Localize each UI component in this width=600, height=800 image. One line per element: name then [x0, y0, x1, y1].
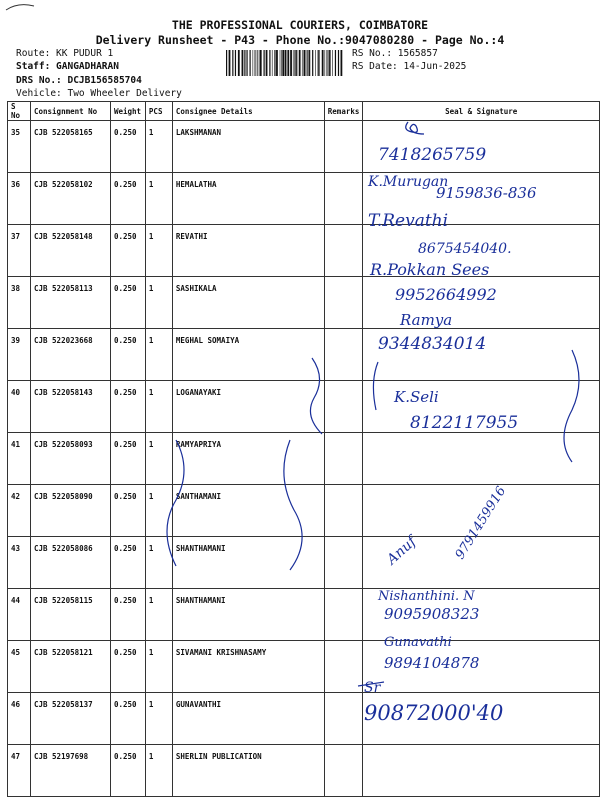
row-consignment: CJB 522058115 — [30, 589, 110, 641]
barcode-bar — [257, 50, 258, 76]
row-weight: 0.250 — [110, 225, 145, 277]
row-consignee: LAKSHMANAN — [172, 121, 324, 173]
col-consignee: Consignee Details — [172, 102, 324, 121]
table-row — [8, 121, 600, 173]
barcode-bar — [274, 50, 275, 76]
row-weight: 0.250 — [110, 121, 145, 173]
handwritten-name: K.Seli — [394, 388, 439, 406]
handwritten-phone: 7418265759 — [378, 145, 487, 165]
row-remarks — [324, 173, 363, 225]
row-signature — [363, 121, 600, 173]
barcode-bar — [306, 50, 307, 76]
table-row — [8, 329, 600, 381]
handwritten-name: Sr — [364, 680, 381, 696]
barcode-bar — [250, 50, 251, 76]
barcode-bar — [272, 50, 273, 76]
barcode-bar — [264, 50, 265, 76]
barcode-bar — [329, 50, 330, 76]
row-consignee: SASHIKALA — [172, 277, 324, 329]
barcode-bar — [285, 50, 287, 76]
handwritten-name: R.Pokkan Sees — [370, 260, 490, 279]
row-consignee: RAMYAPRIYA — [172, 433, 324, 485]
barcode-icon — [226, 50, 346, 76]
row-consignment: CJB 522058121 — [30, 641, 110, 693]
row-signature — [363, 485, 600, 537]
barcode-bar — [259, 50, 260, 76]
row-pcs: 1 — [145, 693, 172, 745]
row-remarks — [324, 745, 363, 797]
handwritten-phone: 9894104878 — [384, 654, 480, 672]
drs-label: DRS No.: DCJB156585704 — [16, 75, 142, 86]
barcode-bar — [296, 50, 297, 76]
barcode-bar — [244, 50, 245, 76]
row-signature — [363, 329, 600, 381]
row-consignment: CJB 52197698 — [30, 745, 110, 797]
row-weight: 0.250 — [110, 693, 145, 745]
barcode-bar — [312, 50, 313, 76]
barcode-bar — [235, 50, 236, 76]
barcode-bar — [293, 50, 294, 76]
row-remarks — [324, 121, 363, 173]
row-weight: 0.250 — [110, 173, 145, 225]
row-remarks — [324, 381, 363, 433]
handwritten-phone: 8122117955 — [410, 413, 519, 433]
row-signature — [363, 277, 600, 329]
barcode-bar — [325, 50, 326, 76]
row-consignment: CJB 522058113 — [30, 277, 110, 329]
col-weight: Weight — [110, 102, 145, 121]
barcode-bar — [330, 50, 331, 76]
barcode-bar — [318, 50, 319, 76]
barcode-bar — [319, 50, 320, 76]
row-remarks — [324, 277, 363, 329]
row-remarks — [324, 693, 363, 745]
page-subtitle: Delivery Runsheet - P43 - Phone No.:9047080280 - Page No.:4 — [95, 33, 505, 47]
table-row — [8, 433, 600, 485]
row-pcs: 1 — [145, 121, 172, 173]
barcode-bar — [338, 50, 339, 76]
row-weight: 0.250 — [110, 381, 145, 433]
row-signature — [363, 641, 600, 693]
row-sno: 42 — [8, 485, 31, 537]
row-consignment: CJB 522058143 — [30, 381, 110, 433]
row-pcs: 1 — [145, 225, 172, 277]
row-signature — [363, 537, 600, 589]
barcode-bar — [246, 50, 247, 76]
barcode-bar — [280, 50, 281, 76]
row-weight: 0.250 — [110, 433, 145, 485]
row-consignment: CJB 522058102 — [30, 173, 110, 225]
row-consignee: SHANTHAMANI — [172, 589, 324, 641]
row-pcs: 1 — [145, 589, 172, 641]
table-row — [8, 745, 600, 797]
row-pcs: 1 — [145, 277, 172, 329]
row-weight: 0.250 — [110, 745, 145, 797]
row-consignee: SIVAMANI KRISHNASAMY — [172, 641, 324, 693]
barcode-bar — [226, 50, 227, 76]
row-remarks — [324, 485, 363, 537]
barcode-bar — [269, 50, 270, 76]
handwritten-name: T.Revathi — [368, 211, 449, 231]
row-weight: 0.250 — [110, 589, 145, 641]
row-remarks — [324, 329, 363, 381]
handwritten-phone: 9159836-836 — [436, 184, 537, 202]
row-signature — [363, 745, 600, 797]
row-consignee: SANTHAMANI — [172, 485, 324, 537]
row-sno: 41 — [8, 433, 31, 485]
row-remarks — [324, 589, 363, 641]
row-consignee: SHANTHAMANI — [172, 537, 324, 589]
row-weight: 0.250 — [110, 277, 145, 329]
row-pcs: 1 — [145, 537, 172, 589]
table-row — [8, 537, 600, 589]
table-row — [8, 589, 600, 641]
row-signature — [363, 225, 600, 277]
row-pcs: 1 — [145, 641, 172, 693]
barcode-bar — [260, 50, 262, 76]
handwritten-phone: 9095908323 — [384, 605, 480, 623]
barcode-bar — [315, 50, 316, 76]
row-signature — [363, 381, 600, 433]
row-consignment: CJB 522058086 — [30, 537, 110, 589]
row-sno: 38 — [8, 277, 31, 329]
barcode-bar — [332, 50, 333, 76]
row-sno: 43 — [8, 537, 31, 589]
barcode-bar — [282, 50, 284, 76]
row-remarks — [324, 225, 363, 277]
table-row — [8, 641, 600, 693]
handwritten-phone: 90872000'40 — [364, 701, 504, 725]
row-sno: 35 — [8, 121, 31, 173]
page-title: THE PROFESSIONAL COURIERS, COIMBATORE — [171, 18, 429, 32]
row-remarks — [324, 641, 363, 693]
row-remarks — [324, 537, 363, 589]
rs-date-label: RS Date: 14-Jun-2025 — [352, 61, 467, 72]
row-pcs: 1 — [145, 485, 172, 537]
row-weight: 0.250 — [110, 485, 145, 537]
col-consignment: Consignment No — [30, 102, 110, 121]
row-pcs: 1 — [145, 433, 172, 485]
barcode-bar — [253, 50, 254, 76]
table-row — [8, 381, 600, 433]
staff-label: Staff: GANGADHARAN — [16, 61, 119, 72]
table-row — [8, 277, 600, 329]
barcode-bar — [238, 50, 240, 76]
handwritten-name: Nishanthini. N — [378, 589, 475, 604]
col-signature: Seal & Signature — [363, 102, 600, 121]
row-sno: 46 — [8, 693, 31, 745]
row-sno: 36 — [8, 173, 31, 225]
vehicle-label: Vehicle: Two Wheeler Delivery — [16, 88, 182, 99]
handwritten-phone: 9344834014 — [378, 334, 487, 354]
row-weight: 0.250 — [110, 537, 145, 589]
barcode-bar — [294, 50, 295, 76]
row-remarks — [324, 433, 363, 485]
row-signature — [363, 173, 600, 225]
barcode-bar — [322, 50, 324, 76]
handwritten-name: Anuf — [383, 533, 420, 568]
row-sno: 45 — [8, 641, 31, 693]
row-sno: 44 — [8, 589, 31, 641]
table-row — [8, 173, 600, 225]
runsheet-table — [7, 101, 600, 797]
barcode-bar — [256, 50, 257, 76]
col-pcs: PCS — [145, 102, 172, 121]
barcode-bar — [266, 50, 268, 76]
row-pcs: 1 — [145, 381, 172, 433]
row-consignment: CJB 522058148 — [30, 225, 110, 277]
barcode-bar — [229, 50, 231, 76]
row-consignee: GUNAVANTHI — [172, 693, 324, 745]
row-pcs: 1 — [145, 329, 172, 381]
row-pcs: 1 — [145, 745, 172, 797]
barcode-bar — [341, 50, 343, 76]
row-consignment: CJB 522058093 — [30, 433, 110, 485]
rs-no-label: RS No.: 1565857 — [352, 48, 438, 59]
barcode-bar — [290, 50, 292, 76]
row-consignee: MEGHAL SOMAIYA — [172, 329, 324, 381]
row-pcs: 1 — [145, 173, 172, 225]
barcode-bar — [307, 50, 308, 76]
barcode-bar — [304, 50, 306, 76]
barcode-bar — [327, 50, 328, 76]
table-row — [8, 225, 600, 277]
handwritten-name: Gunavathi — [384, 635, 452, 650]
row-signature — [363, 589, 600, 641]
row-sno: 40 — [8, 381, 31, 433]
row-consignee: HEMALATHA — [172, 173, 324, 225]
handwritten-name: Ramya — [400, 311, 453, 329]
row-sno: 39 — [8, 329, 31, 381]
row-signature — [363, 693, 600, 745]
row-sno: 47 — [8, 745, 31, 797]
barcode-bar — [299, 50, 301, 76]
row-weight: 0.250 — [110, 329, 145, 381]
handwritten-phone: 9791459916 — [452, 484, 510, 563]
barcode-bar — [328, 50, 329, 76]
col-sno: S No — [8, 102, 31, 121]
row-consignment: CJB 522058137 — [30, 693, 110, 745]
row-weight: 0.250 — [110, 641, 145, 693]
handwritten-phone: 9952664992 — [395, 285, 497, 304]
barcode-bar — [255, 50, 256, 76]
row-consignee: REVATHI — [172, 225, 324, 277]
col-remarks: Remarks — [324, 102, 363, 121]
row-sno: 37 — [8, 225, 31, 277]
barcode-bar — [335, 50, 336, 76]
route-label: Route: KK PUDUR 1 — [16, 48, 114, 59]
barcode-bar — [242, 50, 244, 76]
table-row — [8, 693, 600, 745]
row-consignment: CJB 522023668 — [30, 329, 110, 381]
row-consignment: CJB 522058165 — [30, 121, 110, 173]
row-consignment: CJB 522058090 — [30, 485, 110, 537]
margin-scribble — [6, 5, 34, 10]
barcode-bar — [232, 50, 233, 76]
barcode-bar — [302, 50, 303, 76]
row-signature — [363, 433, 600, 485]
barcode-bar — [276, 50, 278, 76]
handwritten-phone: 8675454040. — [418, 241, 512, 257]
handwritten-name: K.Murugan — [368, 174, 449, 190]
barcode-bar — [281, 50, 282, 76]
barcode-bar — [309, 50, 310, 76]
row-consignee: LOGANAYAKI — [172, 381, 324, 433]
row-consignee: SHERLIN PUBLICATION — [172, 745, 324, 797]
barcode-bar — [287, 50, 289, 76]
table-header-row — [8, 102, 600, 121]
table-row — [8, 485, 600, 537]
